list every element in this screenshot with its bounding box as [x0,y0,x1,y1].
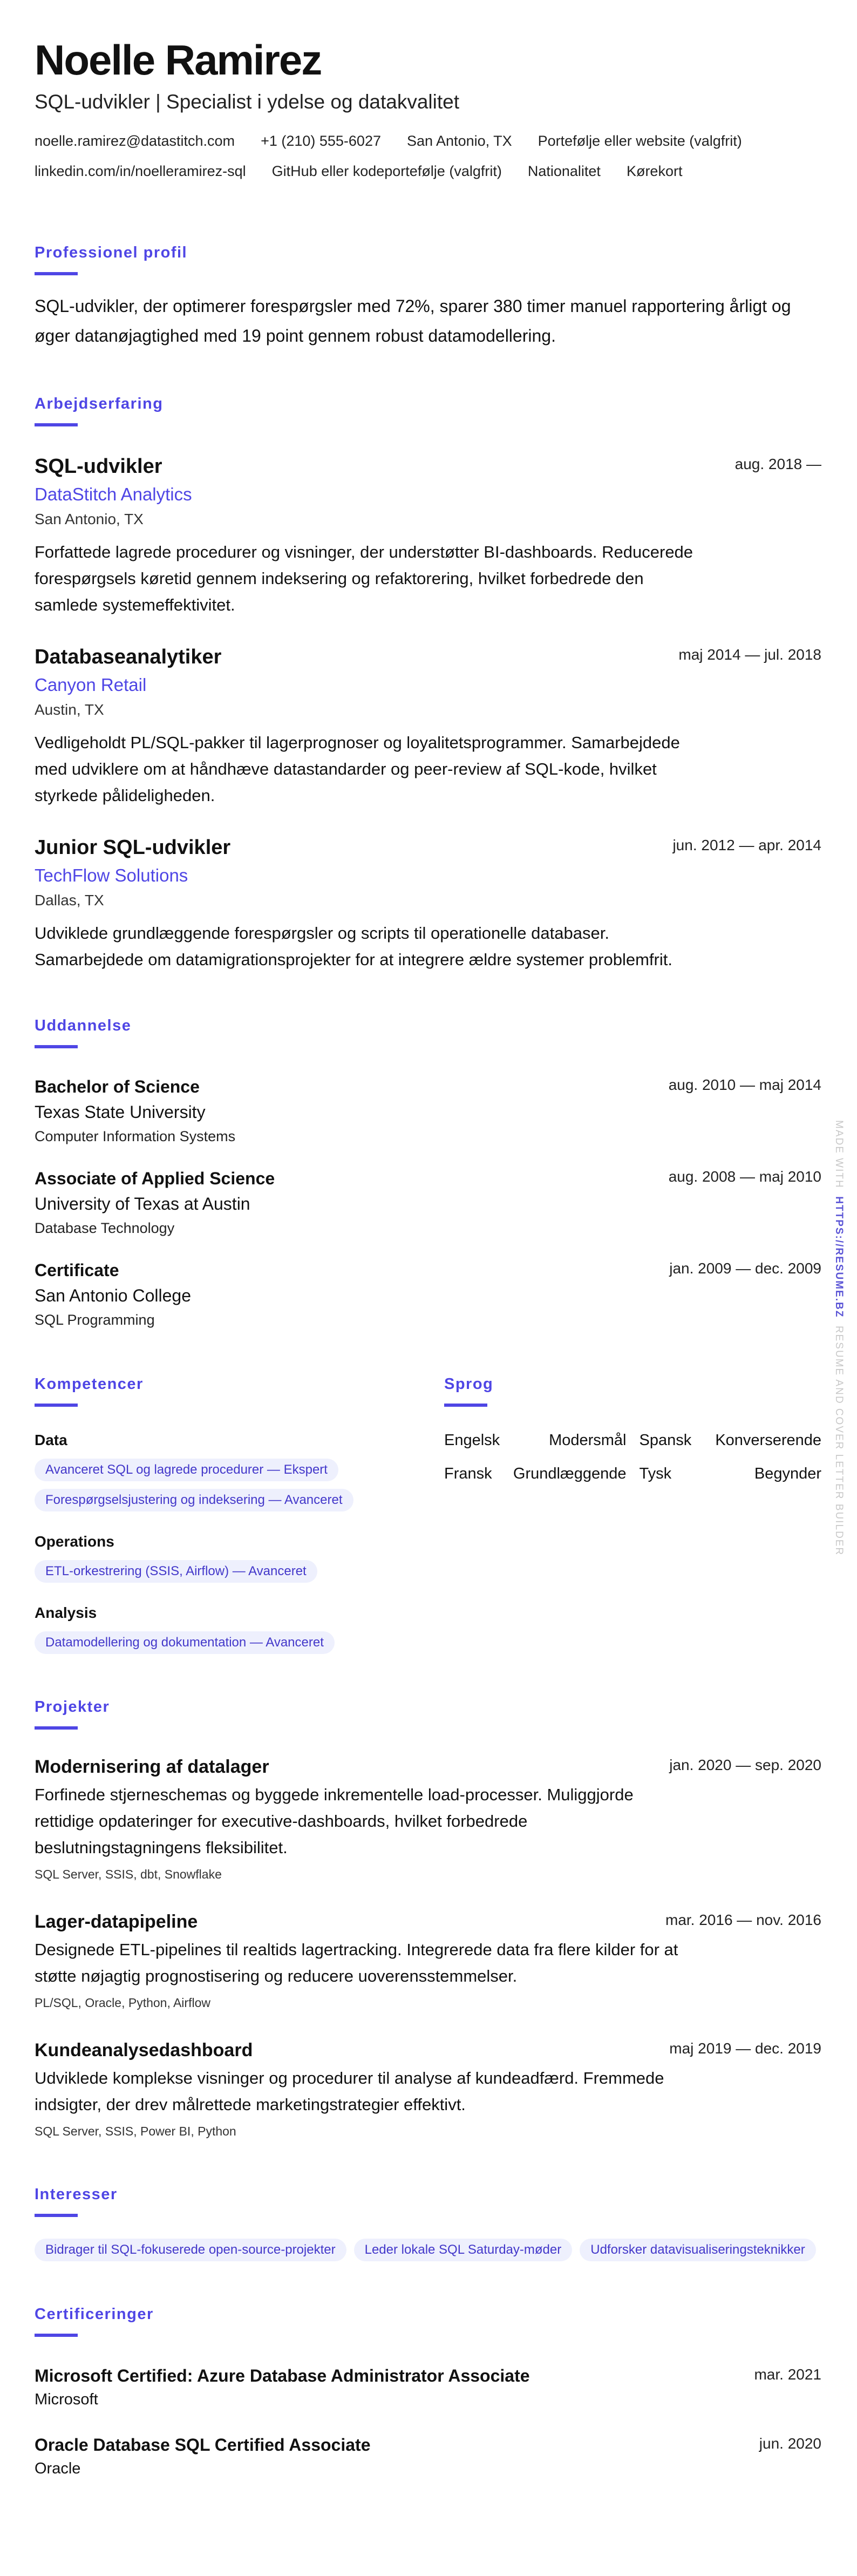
skill-chip: ETL-orkestrering (SSIS, Airflow) — Avanceret [35,1560,317,1583]
candidate-name: Noelle Ramirez [35,36,322,84]
education-entry [35,1074,821,1148]
education-dates: aug. 2010 — maj 2014 [668,1076,821,1093]
skill-group [35,1602,444,1654]
project-description: Udviklede komplekse visninger og procedurer til analyse af kundeadfærd. Fremmede indsigter, der drev målrettede marketingstrategier effektivt. [35,2069,664,2114]
skill-chip: Forespørgselsjustering og indeksering — Avanceret [35,1489,353,1511]
job-title: Junior SQL-udvikler [35,836,231,859]
certification-issuer: Oracle [35,2460,81,2477]
project-entry [35,2038,821,2141]
language-level: Modersmål [549,1432,627,1449]
project-description: Forfinede stjerneschemas og byggede inkrementelle load-processer. Muliggjorde rettidige opdateringer for executive-dashboards, hvilket forbedrede beslutningstagningens fleksibilitet. [35,1785,634,1857]
watermark [833,1120,845,1556]
skill-group [35,1429,444,1511]
interest-chip: Udforsker datavisualiseringsteknikker [580,2239,816,2261]
certification-name: Microsoft Certified: Azure Database Administrator Associate [35,2366,530,2385]
interest-chip: Leder lokale SQL Saturday-møder [354,2239,573,2261]
watermark-link[interactable]: HTTPS://RESUME.BZ [833,1196,845,1318]
language-level: Grundlæggende [513,1465,627,1482]
project-entry [35,1909,821,2013]
contact-linkedin[interactable]: linkedin.com/in/noelleramirez-sql [35,163,246,179]
language-item [444,1429,627,1451]
degree: Associate of Applied Science [35,1169,275,1188]
section-title: Projekter [35,1698,110,1716]
job-description: Forfattede lagrede procedurer og visninger, der understøtter BI-dashboards. Reducerede forespørgsels køretid gennem indeksering og refaktorering, hvilket forbedrede den samlede systemeffektivitet. [35,543,693,614]
language-item [640,1429,822,1451]
job-location: San Antonio, TX [35,511,144,527]
section-divider [35,423,78,426]
skill-group-title: Data [35,1432,67,1448]
education-entry [35,1258,821,1331]
section-divider [35,1404,78,1407]
watermark-prefix: MADE WITH [833,1120,845,1189]
skill-chip: Datamodellering og dokumentation — Avanceret [35,1631,335,1654]
project-tech: SQL Server, SSIS, dbt, Snowflake [35,1867,222,1881]
languages-section [444,1373,821,1654]
project-dates: mar. 2016 — nov. 2016 [665,1911,821,1928]
job-description: Vedligeholdt PL/SQL-pakker til lagerprognoser og loyalitetsprogrammer. Samarbejdede med udviklere om at håndhæve datastandarder og peer-review af SQL-kode, hvilket styrkede pålideligheden. [35,733,680,805]
skill-chips [35,1560,444,1583]
degree: Bachelor of Science [35,1077,200,1096]
section-title: Arbejdserfaring [35,395,164,412]
contact-license: Kørekort [626,163,683,179]
field-of-study: Database Technology [35,1220,175,1236]
skill-chips [35,1631,444,1654]
contact-github[interactable]: GitHub eller kodeportefølje (valgfrit) [271,163,502,179]
company-name: Canyon Retail [35,675,147,695]
job-title: Databaseanalytiker [35,646,222,668]
job-dates: aug. 2018 — [734,456,821,472]
contact-location: San Antonio, TX [406,133,512,149]
skill-group [35,1531,444,1583]
education-dates: jan. 2009 — dec. 2009 [669,1260,821,1277]
project-name: Modernisering af datalager [35,1757,269,1777]
field-of-study: SQL Programming [35,1312,155,1328]
certification-date: mar. 2021 [754,2366,821,2383]
section-divider [35,2214,78,2217]
job-dates: jun. 2012 — apr. 2014 [672,837,821,853]
experience-section [35,393,821,973]
experience-entry [35,835,821,973]
project-entry [35,1754,821,1884]
job-description: Udviklede grundlæggende forespørgsler og scripts til operationelle databaser. Samarbejdede om datamigrationsprojekter for at integrere ældre systemer problemfrit. [35,924,672,969]
school-name: University of Texas at Austin [35,1194,250,1214]
section-divider [35,272,78,275]
field-of-study: Computer Information Systems [35,1128,236,1144]
education-entry [35,1166,821,1239]
job-dates: maj 2014 — jul. 2018 [678,646,821,663]
skill-group-title: Operations [35,1533,114,1550]
education-dates: aug. 2008 — maj 2010 [668,1168,821,1185]
contact-portfolio[interactable]: Portefølje eller website (valgfrit) [538,133,742,149]
language-name: Spansk [639,1432,692,1449]
project-dates: jan. 2020 — sep. 2020 [669,1757,821,1773]
education-section [35,1015,821,1331]
project-dates: maj 2019 — dec. 2019 [669,2040,821,2057]
experience-entry [35,453,821,618]
project-name: Lager-datapipeline [35,1911,198,1932]
contact-email[interactable]: noelle.ramirez@datastitch.com [35,133,235,149]
project-tech: PL/SQL, Oracle, Python, Airflow [35,1996,210,2010]
contact-phone[interactable]: +1 (210) 555-6027 [261,133,381,149]
language-name: Engelsk [444,1432,500,1449]
degree: Certificate [35,1260,119,1280]
language-level: Begynder [754,1465,821,1482]
profile-section [35,242,821,351]
skill-chips [35,1459,444,1511]
project-description: Designede ETL-pipelines til realtids lagertracking. Integrerede data fra flere kilder for at støtte nøjagtig prognostisering og reducere uoverensstemmelser. [35,1940,678,1985]
skill-group-title: Analysis [35,1604,97,1621]
job-location: Dallas, TX [35,892,104,909]
project-tech: SQL Server, SSIS, Power BI, Python [35,2124,236,2138]
language-item [640,1463,822,1484]
certification-issuer: Microsoft [35,2391,98,2408]
skills-section [35,1373,444,1654]
profile-text: SQL-udvikler, der optimerer forespørgsler med 72%, sparer 380 timer manuel rapportering årligt og øger datanøjagtighed med 19 point gennem robust datamodellering. [35,296,791,345]
company-name: TechFlow Solutions [35,865,188,885]
section-title: Interesser [35,2186,118,2203]
contact-nationality: Nationalitet [527,163,601,179]
section-title: Sprog [444,1375,494,1393]
school-name: Texas State University [35,1102,206,1122]
projects-section [35,1696,821,2141]
certification-entry [35,2364,821,2411]
certification-date: jun. 2020 [759,2435,821,2452]
language-level: Konverserende [715,1432,821,1449]
experience-entry [35,644,821,809]
school-name: San Antonio College [35,1286,191,1305]
section-title: Kompetencer [35,1375,144,1393]
candidate-headline: SQL-udvikler | Specialist i ydelse og datakvalitet [35,91,459,113]
language-name: Tysk [639,1465,672,1482]
section-title: Certificeringer [35,2306,154,2323]
section-divider [35,1726,78,1730]
section-title: Professionel profil [35,244,188,261]
job-title: SQL-udvikler [35,455,162,478]
project-name: Kundeanalysedashboard [35,2040,253,2060]
contact-list [35,131,821,181]
skill-chip: Avanceret SQL og lagrede procedurer — Ekspert [35,1459,338,1481]
section-title: Uddannelse [35,1017,132,1034]
interest-chip: Bidrager til SQL-fokuserede open-source-projekter [35,2239,346,2261]
certification-entry [35,2433,821,2480]
job-location: Austin, TX [35,701,104,718]
company-name: DataStitch Analytics [35,484,192,504]
skills-languages-row [35,1373,821,1654]
language-name: Fransk [444,1465,492,1482]
language-item [444,1463,627,1484]
certification-name: Oracle Database SQL Certified Associate [35,2435,371,2455]
interests-section [35,2184,821,2261]
resume [35,0,821,2480]
section-divider [444,1404,487,1407]
certifications-section [35,2303,821,2480]
watermark-suffix: RESUME AND COVER LETTER BUILDER [833,1325,845,1556]
